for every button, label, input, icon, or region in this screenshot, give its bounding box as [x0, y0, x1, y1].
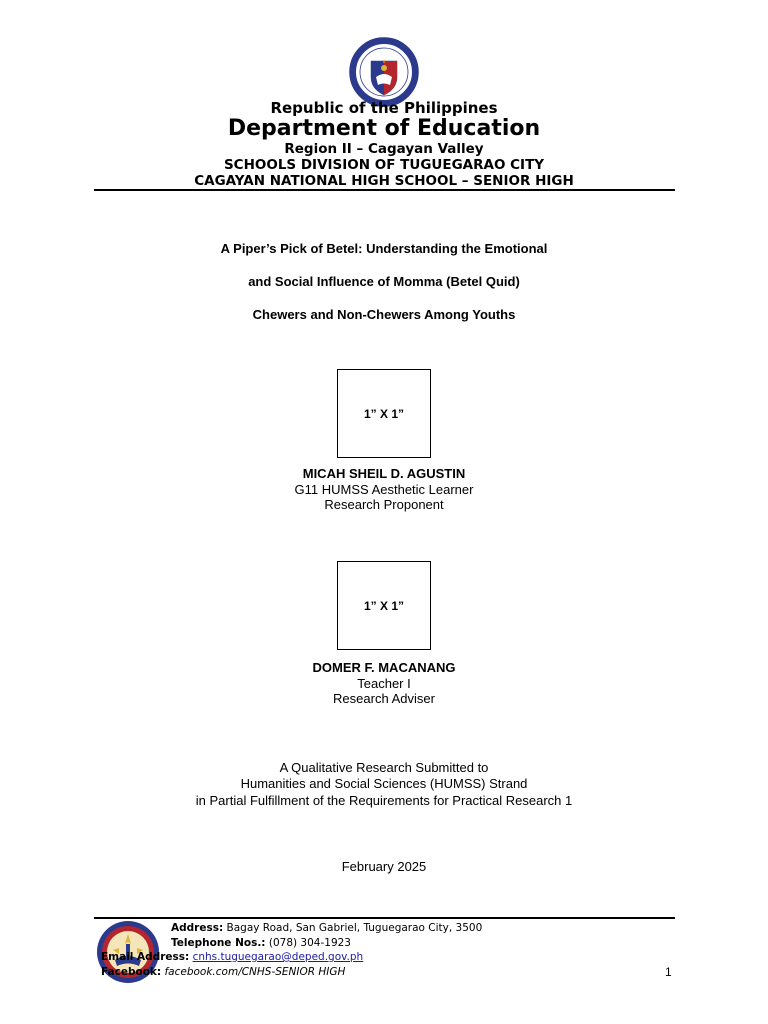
address-value: Bagay Road, San Gabriel, Tuguegarao City, 3500 [226, 922, 483, 934]
research-title-line-3: Chewers and Non-Chewers Among Youths [252, 307, 516, 322]
header-school: CAGAYAN NATIONAL HIGH SCHOOL – SENIOR HIGH [194, 173, 574, 189]
proponent-section: G11 HUMSS Aesthetic Learner [294, 482, 474, 497]
header-department: Department of Education [227, 116, 541, 141]
submission-date: February 2025 [341, 859, 427, 874]
footer-telephone [171, 937, 351, 949]
submission-line-3: in Partial Fulfillment of the Requirements for Practical Research 1 [195, 793, 573, 808]
deped-seal-logo [349, 37, 419, 107]
research-title-line-1: A Piper’s Pick of Betel: Understanding the Emotional [220, 241, 548, 256]
facebook-value: facebook.com/CNHS-SENIOR HIGH [164, 966, 346, 978]
header-division: SCHOOLS DIVISION OF TUGUEGARAO CITY [223, 157, 545, 173]
research-title-line-2: and Social Influence of Momma (Betel Quid) [248, 274, 520, 289]
adviser-photo-placeholder: 1” X 1” [337, 561, 431, 650]
adviser-role: Research Adviser [333, 691, 435, 706]
header-region: Region II – Cagayan Valley [284, 141, 484, 157]
submission-line-1: A Qualitative Research Submitted to [279, 760, 489, 775]
adviser-name: DOMER F. MACANANG [312, 660, 456, 675]
email-link[interactable]: cnhs.tuguegarao@deped.gov.ph [192, 951, 364, 963]
email-label: Email Address: [101, 951, 190, 963]
footer-facebook [101, 966, 345, 978]
adviser-position: Teacher I [357, 676, 411, 691]
header-divider [94, 189, 675, 191]
facebook-label: Facebook: [101, 966, 162, 978]
footer-divider [94, 917, 675, 919]
proponent-role: Research Proponent [324, 497, 444, 512]
header-republic: Republic of the Philippines [270, 99, 498, 117]
proponent-photo-placeholder: 1” X 1” [337, 369, 431, 458]
telephone-label: Telephone Nos.: [171, 937, 266, 949]
submission-line-2: Humanities and Social Sciences (HUMSS) Strand [240, 776, 528, 791]
telephone-value: (078) 304-1923 [268, 937, 351, 949]
proponent-name: MICAH SHEIL D. AGUSTIN [302, 466, 466, 481]
address-label: Address: [171, 922, 224, 934]
footer-email [101, 951, 363, 963]
footer-address [171, 922, 482, 934]
page-number: 1 [665, 965, 672, 979]
